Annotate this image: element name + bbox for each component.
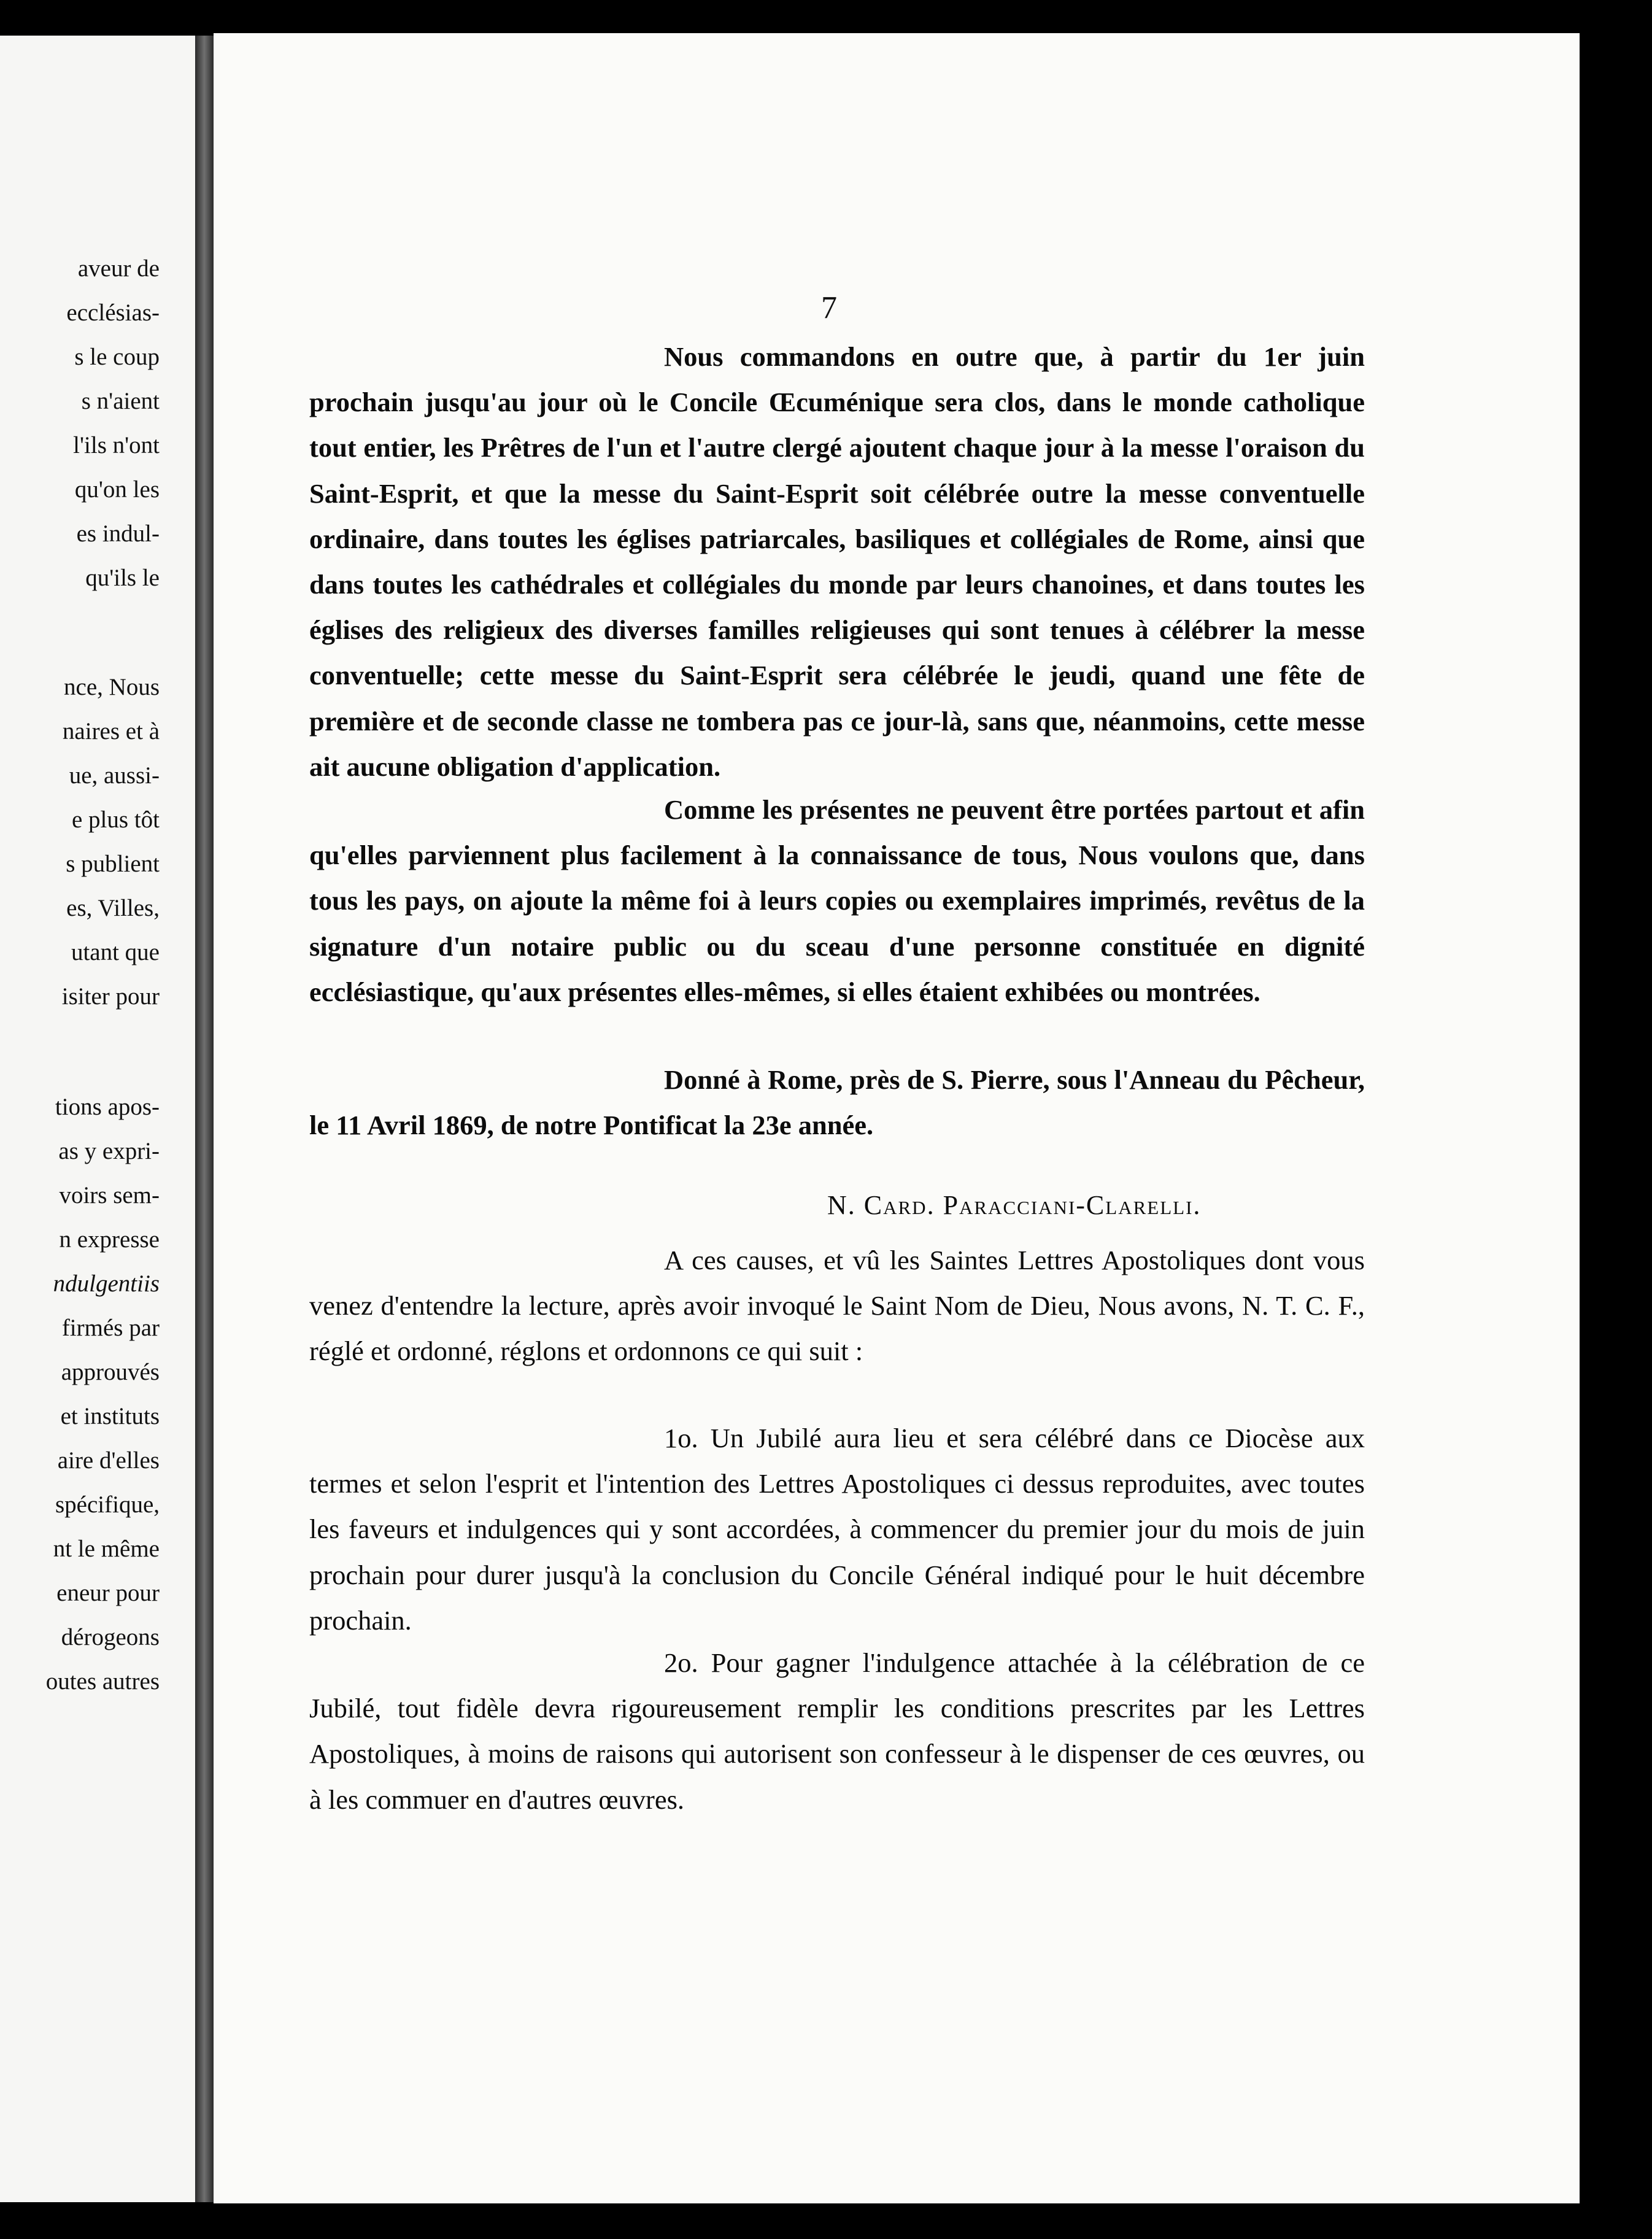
page-number: 7 bbox=[821, 290, 837, 325]
left-page-line: approuvés bbox=[61, 1359, 160, 1385]
signature: N. Card. Paracciani-Clarelli. bbox=[827, 1190, 1202, 1220]
left-page-line: n expresse bbox=[59, 1226, 160, 1253]
paragraph-article-1: 1o. Un Jubilé aura lieu et sera célébré dans ce Diocèse aux termes et selon l'esprit et l'intention des Lettres Apostoliques ci dessus reproduites, avec toutes les faveurs et indulgences qui y sont accordées, à commencer du premier jour du mois de juin prochain pour durer jusqu'à la conclusion du Concile Général indiqué pour le huit décembre prochain. bbox=[309, 1423, 1365, 1636]
paragraph-5-block bbox=[309, 1415, 1365, 1643]
left-page-line: ue, aussi- bbox=[69, 762, 160, 789]
left-page-line: l'ils n'ont bbox=[73, 432, 160, 458]
paragraph-2-block bbox=[309, 787, 1365, 1015]
paragraph-date: Donné à Rome, près de S. Pierre, sous l'Anneau du Pêcheur, le 11 Avril 1869, de notre Pontificat la 23e année. bbox=[309, 1064, 1365, 1141]
paragraph-commandement: Nous commandons en outre que, à partir du 1er juin prochain jusqu'au jour où le Concile Œcuménique sera clos, dans le monde catholique tout entier, les Prêtres de l'un et l'autre clergé ajoutent chaque jour à la messe l'oraison du Saint-Esprit, et que la messe du Saint-Esprit soit célébrée outre la messe conventuelle ordinaire, dans toutes les églises patriarcales, basiliques et collégiales de Rome, ainsi que dans toutes les cathédrales et collégiales du monde par leurs chanoines, et dans toutes les églises des religieux des diverses familles religieuses qui sont tenues à célébrer la messe conventuelle; cette messe du Saint-Esprit sera célébrée le jeudi, quand une fête de première et de seconde classe ne tombera pas ce jour-là, sans que, néanmoins, cette messe ait aucune obligation d'application. bbox=[309, 341, 1365, 782]
left-page-line: outes autres bbox=[45, 1668, 160, 1695]
left-page-line: nt le même bbox=[53, 1536, 160, 1562]
left-page-line: s n'aient bbox=[81, 388, 160, 414]
left-page-line: es, Villes, bbox=[66, 895, 160, 921]
left-page-line: es indul- bbox=[76, 520, 160, 547]
left-page-line: qu'ils le bbox=[85, 565, 160, 591]
left-page-line: nce, Nous bbox=[64, 674, 160, 700]
left-page-line: e plus tôt bbox=[72, 806, 160, 833]
left-page-line: dérogeons bbox=[61, 1624, 160, 1650]
left-page-line: aveur de bbox=[77, 255, 160, 282]
paragraph-copies: Comme les présentes ne peuvent être portées partout et afin qu'elles parviennent plus facilement à la connaissance de tous, Nous voulons que, dans tous les pays, on ajoute la même foi à leurs copies ou exemplaires imprimés, revêtus de la signature d'un notaire public ou du sceau d'une personne constituée en dignité ecclésiastique, qu'aux présentes elles-mêmes, si elles étaient exhibées ou montrées. bbox=[309, 794, 1365, 1007]
left-page-line: naires et à bbox=[62, 718, 160, 744]
left-page-line: ndulgentiis bbox=[53, 1270, 160, 1297]
page-gutter bbox=[195, 36, 214, 2202]
scan-border-right bbox=[1580, 33, 1652, 2203]
left-page-line: qu'on les bbox=[74, 476, 160, 503]
left-page-line: spécifique, bbox=[55, 1491, 160, 1518]
paragraph-causes: A ces causes, et vû les Saintes Lettres Apostoliques dont vous venez d'entendre la lecture, après avoir invoqué le Saint Nom de Dieu, Nous avons, N. T. C. F., réglé et ordonné, réglons et ordonnons ce qui suit : bbox=[309, 1245, 1365, 1367]
paragraph-article-2: 2o. Pour gagner l'indulgence attachée à la célébration de ce Jubilé, tout fidèle devra rigoureusement remplir les conditions prescrites par les Lettres Apostoliques, à moins de raisons qui autorisent son confesseur à le dispenser de ces œuvres, ou à les commuer en d'autres œuvres. bbox=[309, 1647, 1365, 1815]
paragraph-1-block bbox=[309, 334, 1365, 789]
paragraph-4-block bbox=[309, 1237, 1365, 1374]
left-page-line: eneur pour bbox=[56, 1580, 160, 1606]
left-page-line: s publient bbox=[66, 851, 160, 877]
left-page-line: isiter pour bbox=[61, 983, 160, 1010]
page bbox=[214, 33, 1580, 2203]
left-page-line: ecclésias- bbox=[66, 300, 160, 326]
left-page-line: firmés par bbox=[61, 1315, 160, 1341]
paragraph-3-block bbox=[309, 1057, 1365, 1148]
left-page-line: aire d'elles bbox=[57, 1447, 160, 1474]
left-page-line: utant que bbox=[71, 939, 160, 965]
left-page-line: s le coup bbox=[74, 344, 160, 370]
left-page-line: et instituts bbox=[60, 1403, 160, 1429]
left-page-line: tions apos- bbox=[55, 1094, 160, 1120]
paragraph-6-block bbox=[309, 1640, 1365, 1822]
left-page-line: voirs sem- bbox=[59, 1182, 160, 1208]
previous-page-fragment bbox=[0, 36, 195, 2202]
left-page-line: as y expri- bbox=[58, 1138, 160, 1164]
